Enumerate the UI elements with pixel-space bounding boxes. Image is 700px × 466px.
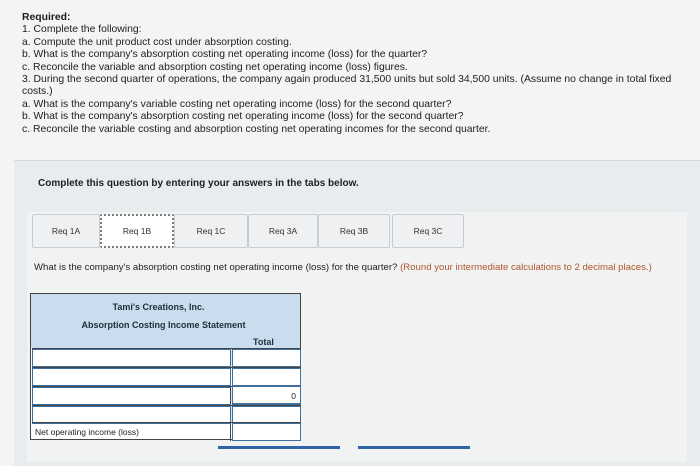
statement-title: Absorption Costing Income Statement — [81, 320, 246, 330]
tab-req-1c[interactable]: Req 1C — [174, 214, 248, 248]
row-total-input[interactable] — [232, 368, 301, 386]
instruction-line: a. What is the company's variable costing net operating income (loss) for the second quarter? — [22, 98, 452, 110]
table-row — [32, 386, 301, 405]
required-label: Required: — [22, 12, 71, 23]
instruction-line: c. Reconcile the variable costing and absorption costing net operating incomes for the second quarter. — [22, 123, 491, 135]
total-column-header: Total — [253, 337, 274, 347]
nav-underline-right — [358, 446, 470, 449]
instruction-line: 3. During the second quarter of operations, the company again produced 31,500 units but sold 34,500 units. (Assume no change in total fixed costs.) — [22, 74, 672, 98]
instruction-line: b. What is the company's absorption costing net operating income (loss) for the quarter? — [22, 49, 428, 61]
rounding-note: (Round your intermediate calculations to 2 decimal places.) — [400, 262, 652, 273]
nav-underline-left — [218, 446, 340, 449]
company-name: Tami's Creations, Inc. — [112, 302, 205, 312]
table-row — [32, 422, 301, 440]
income-statement — [30, 293, 301, 440]
instruction-line: b. What is the company's absorption costing net operating income (loss) for the second quarter? — [22, 111, 464, 123]
tab-req-3a[interactable]: Req 3A — [248, 214, 318, 248]
row-label-input[interactable] — [32, 349, 231, 367]
table-row — [32, 367, 301, 386]
instructions — [22, 12, 700, 136]
instruction-line: a. Compute the unit product cost under absorption costing. — [22, 36, 292, 48]
net-operating-income-label: Net operating income (loss) — [32, 423, 231, 441]
tab-req-3c[interactable]: Req 3C — [392, 214, 464, 248]
question-text: What is the company's absorption costing net operating income (loss) for the quarter? — [34, 262, 398, 273]
net-operating-income-input[interactable] — [232, 423, 301, 441]
question-prompt — [34, 262, 684, 274]
panel-heading: Complete this question by entering your answers in the tabs below. — [38, 178, 359, 189]
row-total-input[interactable]: 0 — [232, 386, 301, 404]
instruction-line: 1. Complete the following: — [22, 24, 142, 36]
row-total-input[interactable] — [232, 349, 301, 367]
row-label-input[interactable] — [32, 386, 231, 404]
instruction-line: c. Reconcile the variable and absorption costing net operating income (loss) figures. — [22, 61, 408, 73]
tab-req-3b[interactable]: Req 3B — [318, 214, 390, 248]
table-row — [32, 348, 301, 367]
row-label-input[interactable] — [32, 368, 231, 386]
tab-req-1a[interactable]: Req 1A — [32, 214, 100, 248]
tab-req-1b[interactable]: Req 1B — [100, 214, 174, 248]
